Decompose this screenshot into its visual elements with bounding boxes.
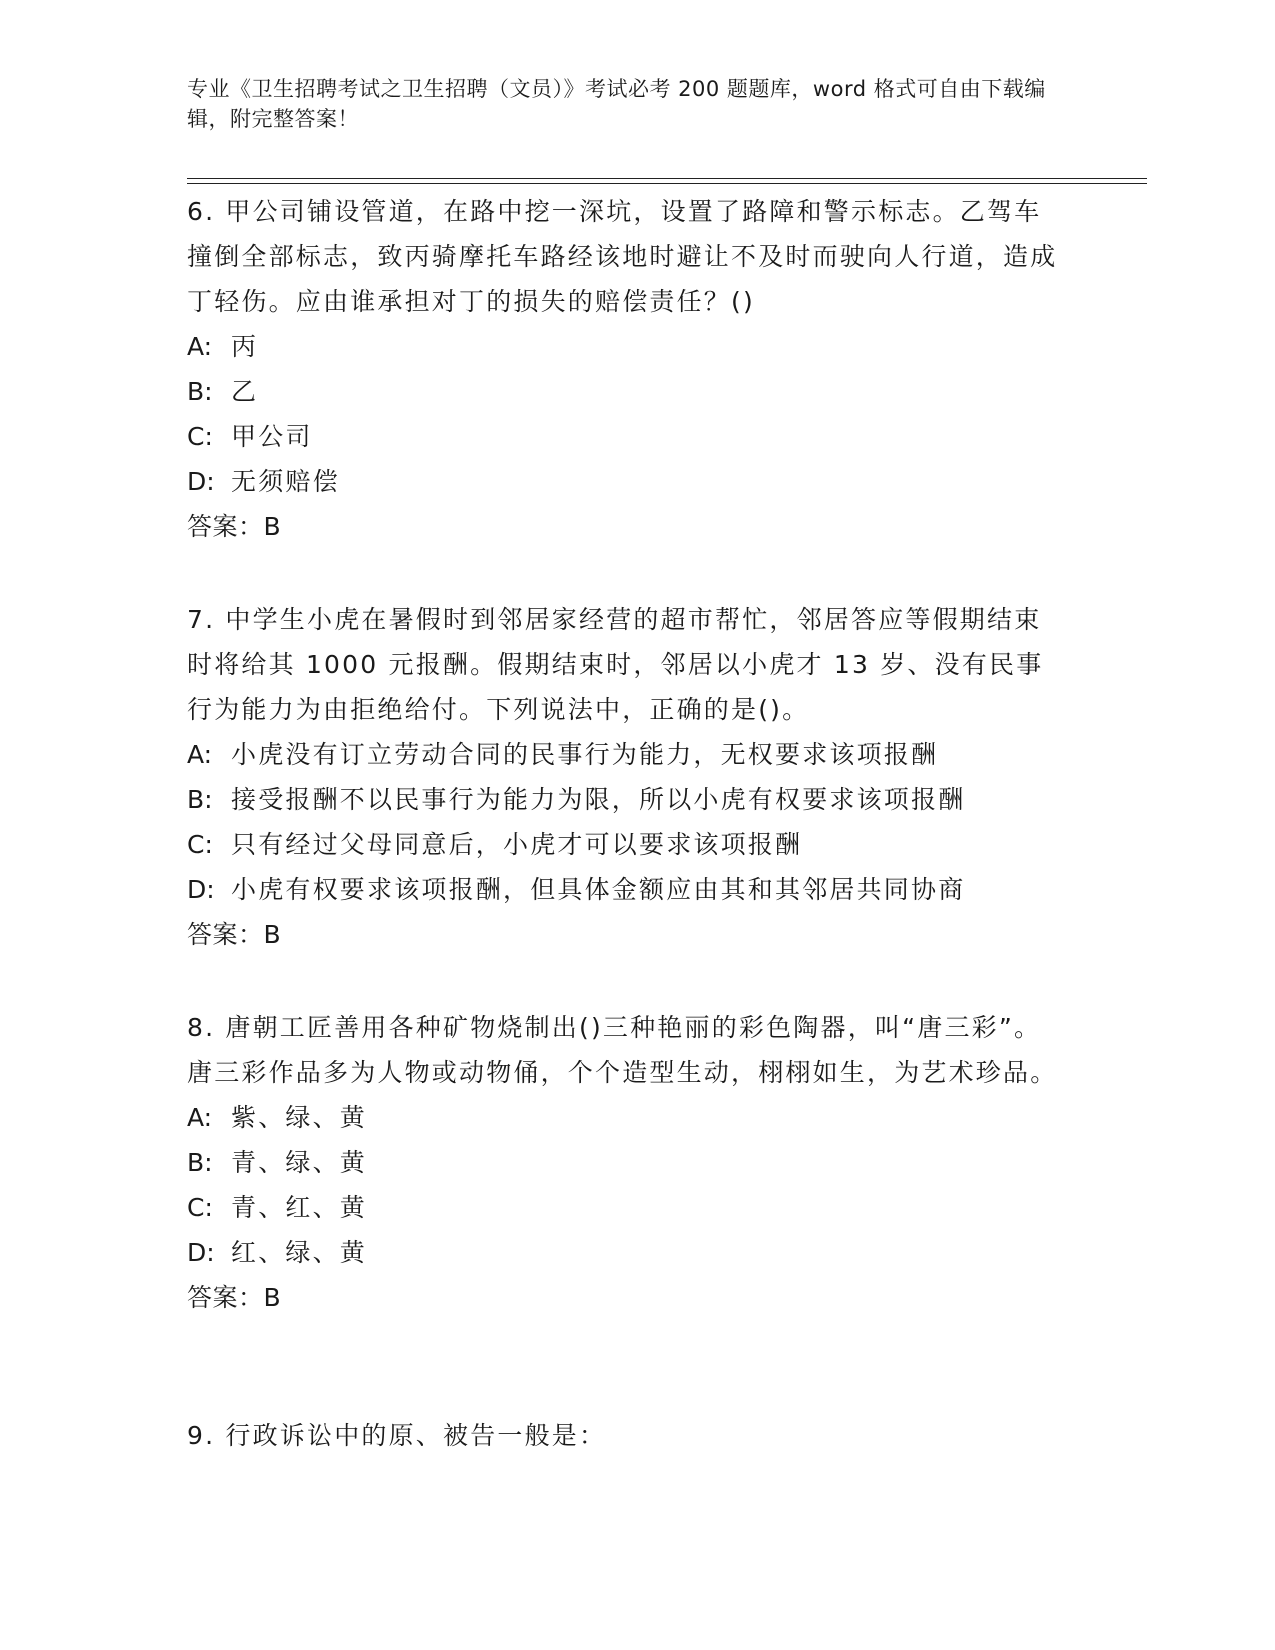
question-stem: 7. 中学生小虎在暑假时到邻居家经营的超市帮忙，邻居答应等假期结束时将给其 1000 元报酬。假期结束时，邻居以小虎才 13 岁、没有民事行为能力为由拒绝给付。下列说法中，正确的是()。 — [187, 605, 1044, 724]
option-text: 无须赔偿 — [231, 467, 340, 496]
option-key: A: — [187, 1103, 213, 1132]
option-b — [187, 1140, 1067, 1185]
option-text: 只有经过父母同意后，小虎才可以要求该项报酬 — [231, 830, 803, 859]
question-8 — [187, 1005, 1067, 1320]
option-c — [187, 414, 1067, 459]
option-text: 甲公司 — [231, 422, 313, 451]
option-c — [187, 1185, 1067, 1230]
option-key: B: — [187, 785, 213, 814]
option-c — [187, 822, 1067, 867]
option-d — [187, 459, 1067, 504]
option-text: 小虎有权要求该项报酬，但具体金额应由其和其邻居共同协商 — [231, 875, 966, 904]
option-key: C: — [187, 830, 213, 859]
option-text: 青、绿、黄 — [231, 1148, 368, 1177]
option-text: 红、绿、黄 — [231, 1238, 368, 1267]
question-stem: 6. 甲公司铺设管道，在路中挖一深坑，设置了路障和警示标志。乙驾车撞倒全部标志，致丙骑摩托车路经该地时避让不及时而驶向人行道，造成丁轻伤。应由谁承担对丁的损失的赔偿责任？() — [187, 197, 1058, 316]
question-9 — [187, 1413, 1067, 1458]
option-key: B: — [187, 377, 213, 406]
option-text: 乙 — [231, 377, 259, 406]
header-divider-top — [187, 178, 1147, 179]
option-text: 小虎没有订立劳动合同的民事行为能力，无权要求该项报酬 — [231, 740, 939, 769]
option-text: 紫、绿、黄 — [231, 1103, 368, 1132]
option-text: 青、红、黄 — [231, 1193, 368, 1222]
option-b — [187, 369, 1067, 414]
option-key: A: — [187, 740, 213, 769]
option-text: 接受报酬不以民事行为能力为限，所以小虎有权要求该项报酬 — [231, 785, 966, 814]
option-key: D: — [187, 875, 215, 904]
option-key: D: — [187, 467, 215, 496]
question-6 — [187, 189, 1067, 549]
question-stem: 9. 行政诉讼中的原、被告一般是： — [187, 1421, 607, 1450]
option-key: C: — [187, 1193, 213, 1222]
answer-line: 答案：B — [187, 512, 282, 541]
option-a — [187, 732, 1067, 777]
option-key: A: — [187, 332, 213, 361]
option-d — [187, 867, 1067, 912]
header-divider-bottom — [187, 183, 1147, 184]
question-7 — [187, 597, 1067, 957]
option-d — [187, 1230, 1067, 1275]
document-intro: 专业《卫生招聘考试之卫生招聘（文员）》考试必考 200 题题库，word 格式可自由下载编辑，附完整答案！ — [187, 77, 1046, 131]
option-text: 丙 — [231, 332, 259, 361]
option-b — [187, 777, 1067, 822]
option-key: B: — [187, 1148, 213, 1177]
option-key: C: — [187, 422, 213, 451]
question-stem: 8. 唐朝工匠善用各种矿物烧制出()三种艳丽的彩色陶器，叫“唐三彩”。唐三彩作品多为人物或动物俑，个个造型生动，栩栩如生，为艺术珍品。 — [187, 1013, 1058, 1087]
answer-line: 答案：B — [187, 920, 282, 949]
option-a — [187, 324, 1067, 369]
option-key: D: — [187, 1238, 215, 1267]
option-a — [187, 1095, 1067, 1140]
answer-line: 答案：B — [187, 1283, 282, 1312]
